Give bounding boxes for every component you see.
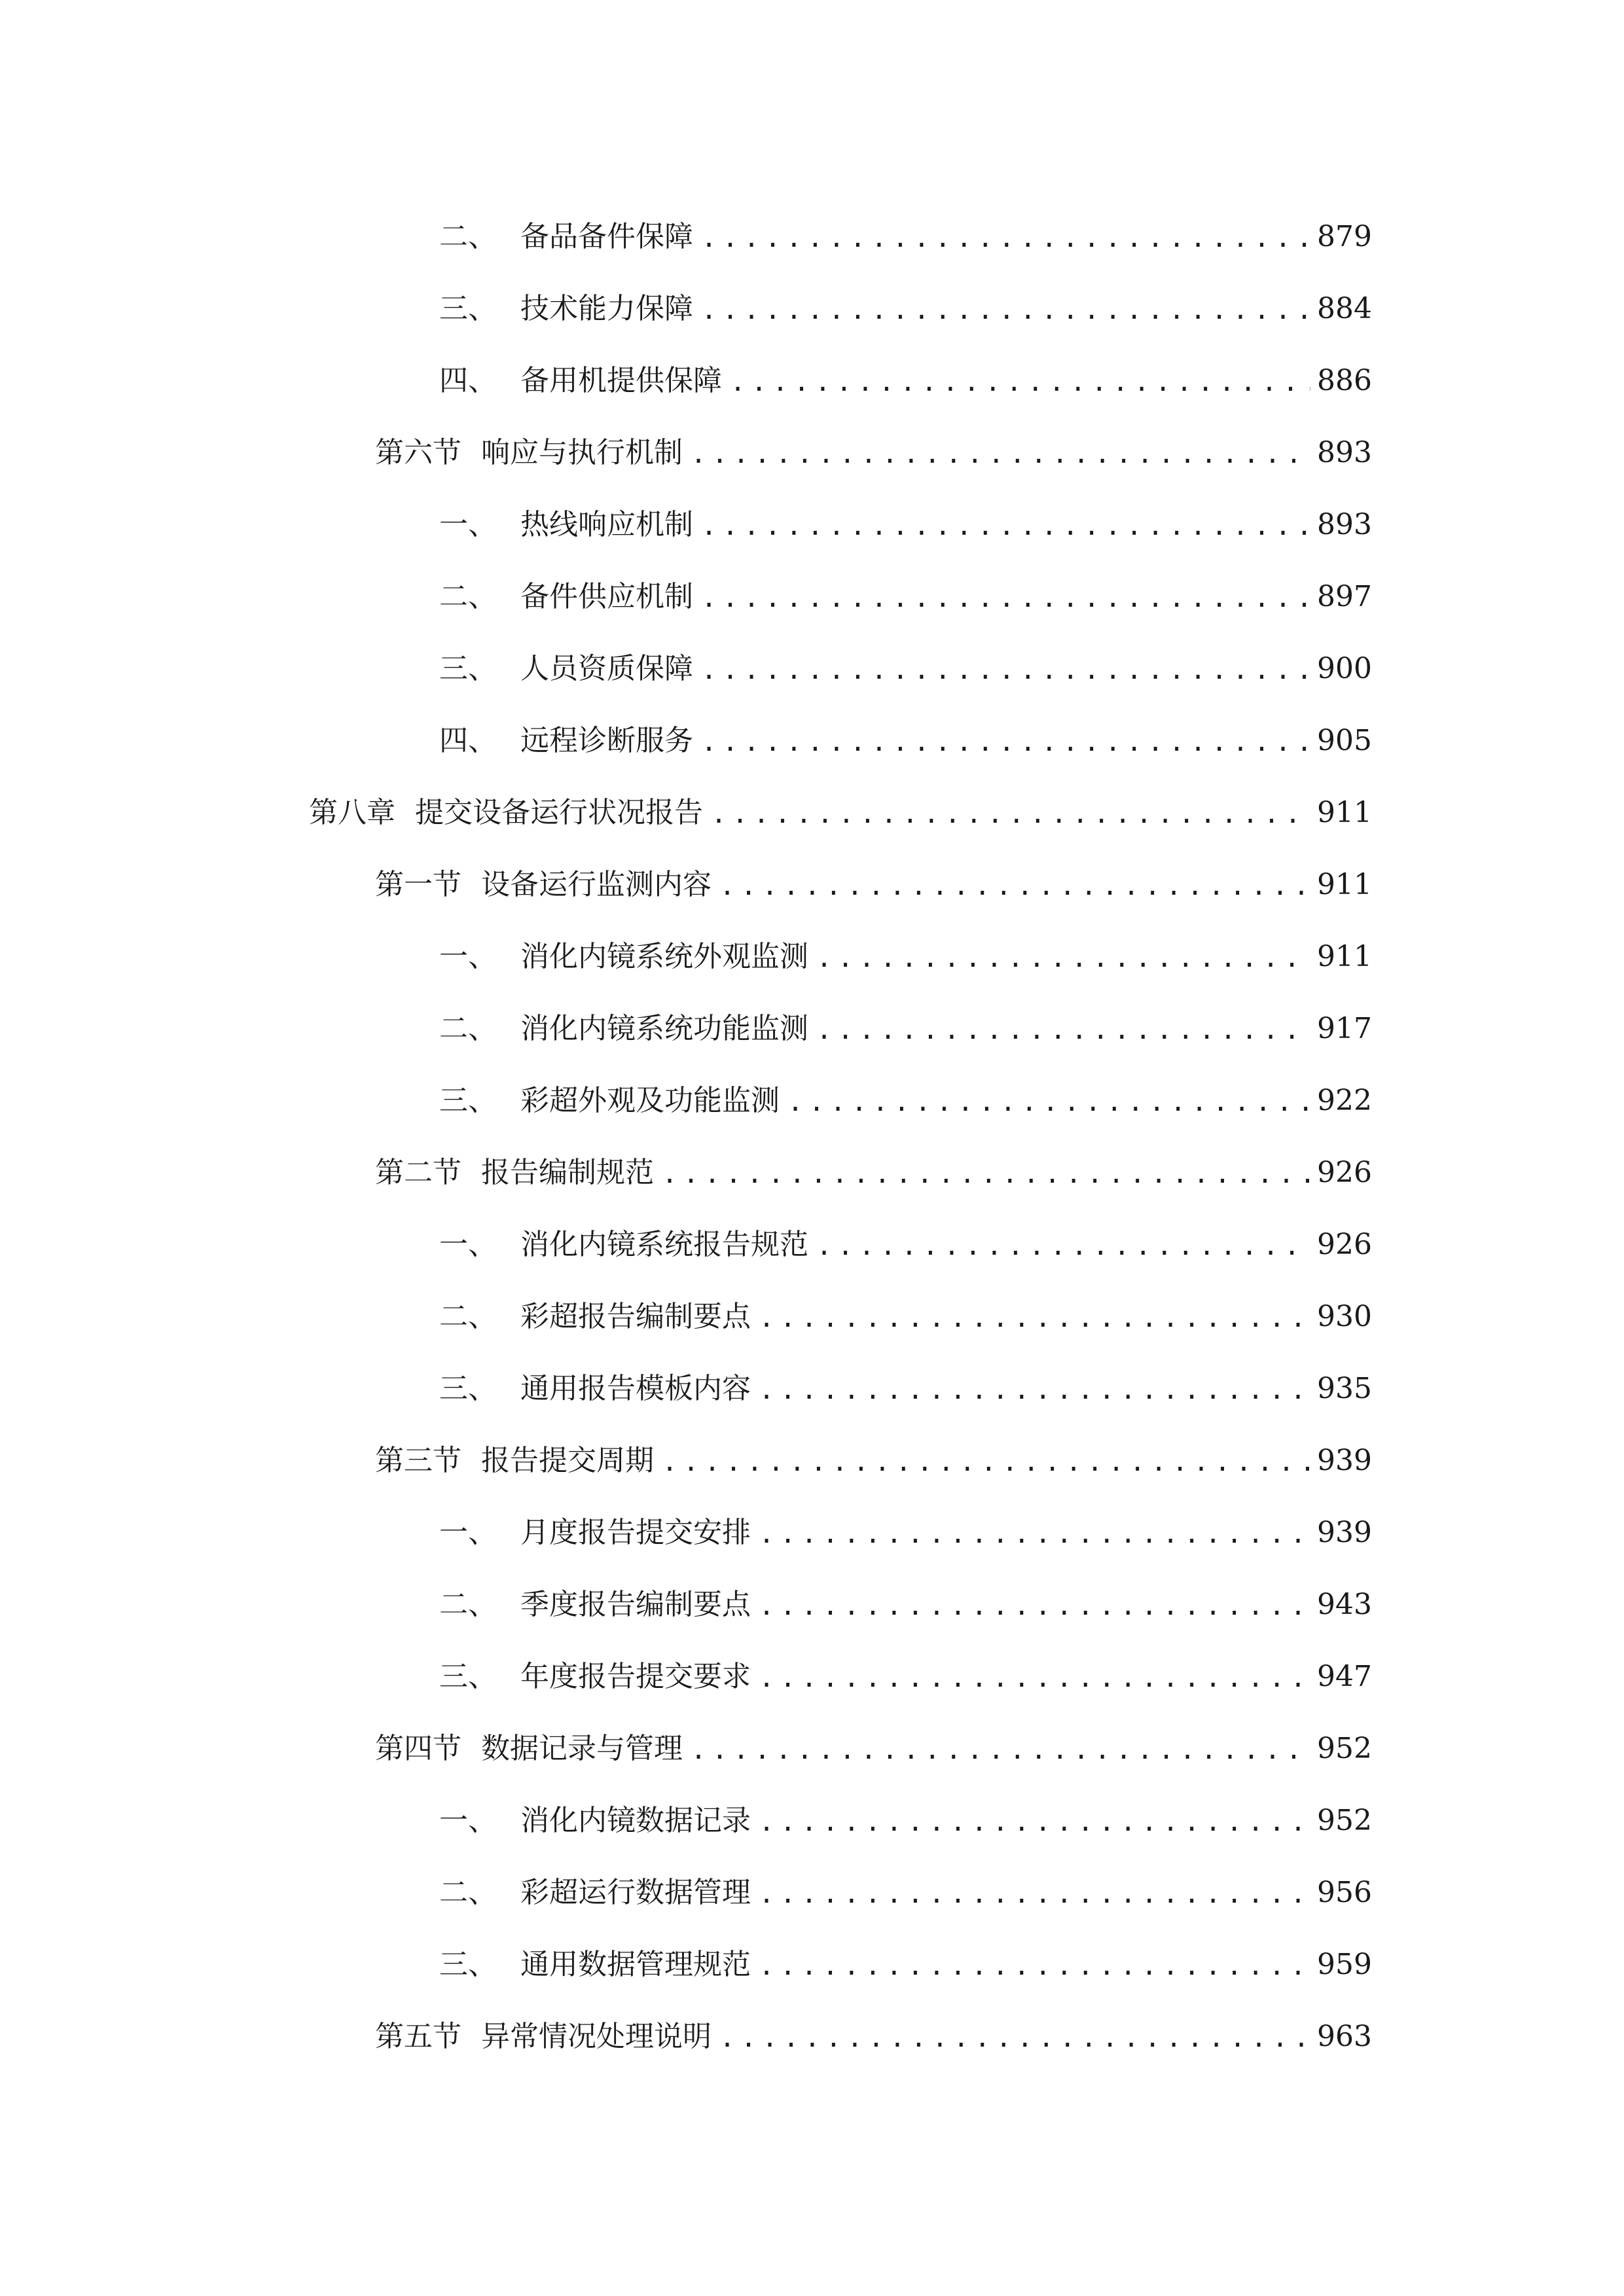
entry-title: 热线响应机制 xyxy=(520,508,693,541)
page-number: 959 xyxy=(1317,1948,1372,1981)
page-number: 879 xyxy=(1317,220,1372,253)
entry-title: 彩超外观及功能监测 xyxy=(520,1084,780,1117)
dot-leader xyxy=(816,1233,1310,1259)
toc-entry[interactable] xyxy=(439,1572,1372,1619)
toc-entry[interactable] xyxy=(375,2004,1372,2051)
dot-leader xyxy=(759,1377,1310,1403)
entry-number: 第一节 xyxy=(375,868,461,901)
toc-entry[interactable] xyxy=(439,1932,1372,1979)
dot-leader xyxy=(759,1809,1310,1835)
entry-number: 三、 xyxy=(439,1660,497,1693)
page-number: 935 xyxy=(1317,1372,1372,1405)
page-number: 886 xyxy=(1317,364,1372,397)
entry-title: 数据记录与管理 xyxy=(481,1732,683,1765)
entry-title: 通用报告模板内容 xyxy=(520,1372,751,1405)
entry-title: 备件供应机制 xyxy=(520,580,693,613)
toc-entry[interactable] xyxy=(439,348,1372,395)
page-number: 893 xyxy=(1317,508,1372,541)
toc-entry[interactable] xyxy=(375,420,1372,467)
dot-leader xyxy=(711,801,1310,827)
toc-entry[interactable] xyxy=(439,1068,1372,1115)
entry-number: 二、 xyxy=(439,1876,497,1909)
page-number: 943 xyxy=(1317,1588,1372,1621)
entry-title: 备品备件保障 xyxy=(520,220,693,253)
entry-title: 消化内镜系统功能监测 xyxy=(520,1012,808,1045)
dot-leader xyxy=(759,1305,1310,1331)
dot-leader xyxy=(816,945,1310,971)
entry-title: 异常情况处理说明 xyxy=(481,2020,712,2053)
toc-entry[interactable] xyxy=(439,1644,1372,1691)
toc-entry[interactable] xyxy=(439,708,1372,755)
page-number: 939 xyxy=(1317,1444,1372,1477)
toc-entry[interactable] xyxy=(375,852,1372,899)
dot-leader xyxy=(701,729,1310,755)
entry-number: 三、 xyxy=(439,652,497,685)
dot-leader xyxy=(701,585,1310,611)
entry-number: 第四节 xyxy=(375,1732,461,1765)
toc-entry[interactable] xyxy=(439,1212,1372,1259)
entry-number: 一、 xyxy=(439,1804,497,1837)
entry-title: 远程诊断服务 xyxy=(520,724,693,757)
entry-number: 一、 xyxy=(439,940,497,973)
toc-entry[interactable] xyxy=(439,996,1372,1043)
entry-title: 季度报告编制要点 xyxy=(520,1588,751,1621)
entry-number: 三、 xyxy=(439,292,497,325)
dot-leader xyxy=(691,441,1310,467)
entry-title: 备用机提供保障 xyxy=(520,364,722,397)
entry-number: 第六节 xyxy=(375,436,461,469)
entry-number: 二、 xyxy=(439,1588,497,1621)
dot-leader xyxy=(730,369,1310,395)
toc-entry[interactable] xyxy=(439,1860,1372,1907)
entry-title: 报告编制规范 xyxy=(481,1156,654,1189)
entry-title: 人员资质保障 xyxy=(520,652,693,685)
dot-leader xyxy=(759,1665,1310,1691)
toc-entry[interactable] xyxy=(375,1716,1372,1763)
page-number: 952 xyxy=(1317,1732,1372,1765)
page-number: 963 xyxy=(1317,2020,1372,2053)
toc-entry[interactable] xyxy=(439,1284,1372,1331)
entry-title: 消化内镜系统报告规范 xyxy=(520,1228,808,1261)
page-number: 939 xyxy=(1317,1516,1372,1549)
toc-entry[interactable] xyxy=(439,1788,1372,1835)
page-number: 911 xyxy=(1317,796,1372,829)
dot-leader xyxy=(701,657,1310,683)
page-number: 893 xyxy=(1317,436,1372,469)
dot-leader xyxy=(719,873,1310,899)
entry-title: 彩超运行数据管理 xyxy=(520,1876,751,1909)
page-number: 897 xyxy=(1317,580,1372,613)
toc-entry[interactable] xyxy=(439,1500,1372,1547)
dot-leader xyxy=(701,513,1310,539)
entry-number: 四、 xyxy=(439,724,497,757)
page-number: 952 xyxy=(1317,1804,1372,1837)
entry-number: 三、 xyxy=(439,1948,497,1981)
entry-title: 通用数据管理规范 xyxy=(520,1948,751,1981)
entry-number: 三、 xyxy=(439,1084,497,1117)
dot-leader xyxy=(759,1953,1310,1979)
dot-leader xyxy=(701,297,1310,323)
page-number: 905 xyxy=(1317,724,1372,757)
dot-leader xyxy=(759,1881,1310,1907)
entry-number: 一、 xyxy=(439,1228,497,1261)
entry-title: 提交设备运行状况报告 xyxy=(415,796,703,829)
dot-leader xyxy=(759,1521,1310,1547)
entry-number: 第五节 xyxy=(375,2020,461,2053)
dot-leader xyxy=(787,1089,1310,1115)
page-number: 926 xyxy=(1317,1156,1372,1189)
toc-entry[interactable] xyxy=(439,564,1372,611)
dot-leader xyxy=(701,225,1310,251)
entry-title: 月度报告提交安排 xyxy=(520,1516,751,1549)
toc-entry[interactable] xyxy=(375,1428,1372,1475)
dot-leader xyxy=(662,1161,1310,1187)
entry-number: 一、 xyxy=(439,508,497,541)
page-number: 911 xyxy=(1317,868,1372,901)
entry-number: 二、 xyxy=(439,1012,497,1045)
page-number: 911 xyxy=(1317,940,1372,973)
entry-title: 年度报告提交要求 xyxy=(520,1660,751,1693)
page-number: 956 xyxy=(1317,1876,1372,1909)
page-number: 900 xyxy=(1317,652,1372,685)
entry-number: 三、 xyxy=(439,1372,497,1405)
entry-title: 彩超报告编制要点 xyxy=(520,1300,751,1333)
entry-title: 响应与执行机制 xyxy=(481,436,683,469)
entry-title: 报告提交周期 xyxy=(481,1444,654,1477)
dot-leader xyxy=(691,1737,1310,1763)
toc-entry[interactable] xyxy=(309,780,1372,827)
entry-title: 消化内镜数据记录 xyxy=(520,1804,751,1837)
entry-number: 四、 xyxy=(439,364,497,397)
toc-entry[interactable] xyxy=(439,924,1372,971)
toc-entry[interactable] xyxy=(439,276,1372,323)
toc-entry[interactable] xyxy=(439,492,1372,539)
entry-title: 设备运行监测内容 xyxy=(481,868,712,901)
page-number: 930 xyxy=(1317,1300,1372,1333)
dot-leader xyxy=(662,1449,1310,1475)
entry-number: 一、 xyxy=(439,1516,497,1549)
toc-entry[interactable] xyxy=(439,1356,1372,1403)
entry-number: 第三节 xyxy=(375,1444,461,1477)
entry-title: 技术能力保障 xyxy=(520,292,693,325)
entry-number: 二、 xyxy=(439,220,497,253)
dot-leader xyxy=(719,2025,1310,2051)
toc-entry[interactable] xyxy=(439,204,1372,251)
entry-number: 第八章 xyxy=(309,796,395,829)
dot-leader xyxy=(759,1593,1310,1619)
toc-entry[interactable] xyxy=(439,636,1372,683)
toc-entry[interactable] xyxy=(375,1140,1372,1187)
page-number: 922 xyxy=(1317,1084,1372,1117)
entry-number: 第二节 xyxy=(375,1156,461,1189)
entry-title: 消化内镜系统外观监测 xyxy=(520,940,808,973)
page-number: 917 xyxy=(1317,1012,1372,1045)
entry-number: 二、 xyxy=(439,580,497,613)
page-number: 926 xyxy=(1317,1228,1372,1261)
page-number: 884 xyxy=(1317,292,1372,325)
dot-leader xyxy=(816,1017,1310,1043)
entry-number: 二、 xyxy=(439,1300,497,1333)
page-number: 947 xyxy=(1317,1660,1372,1693)
